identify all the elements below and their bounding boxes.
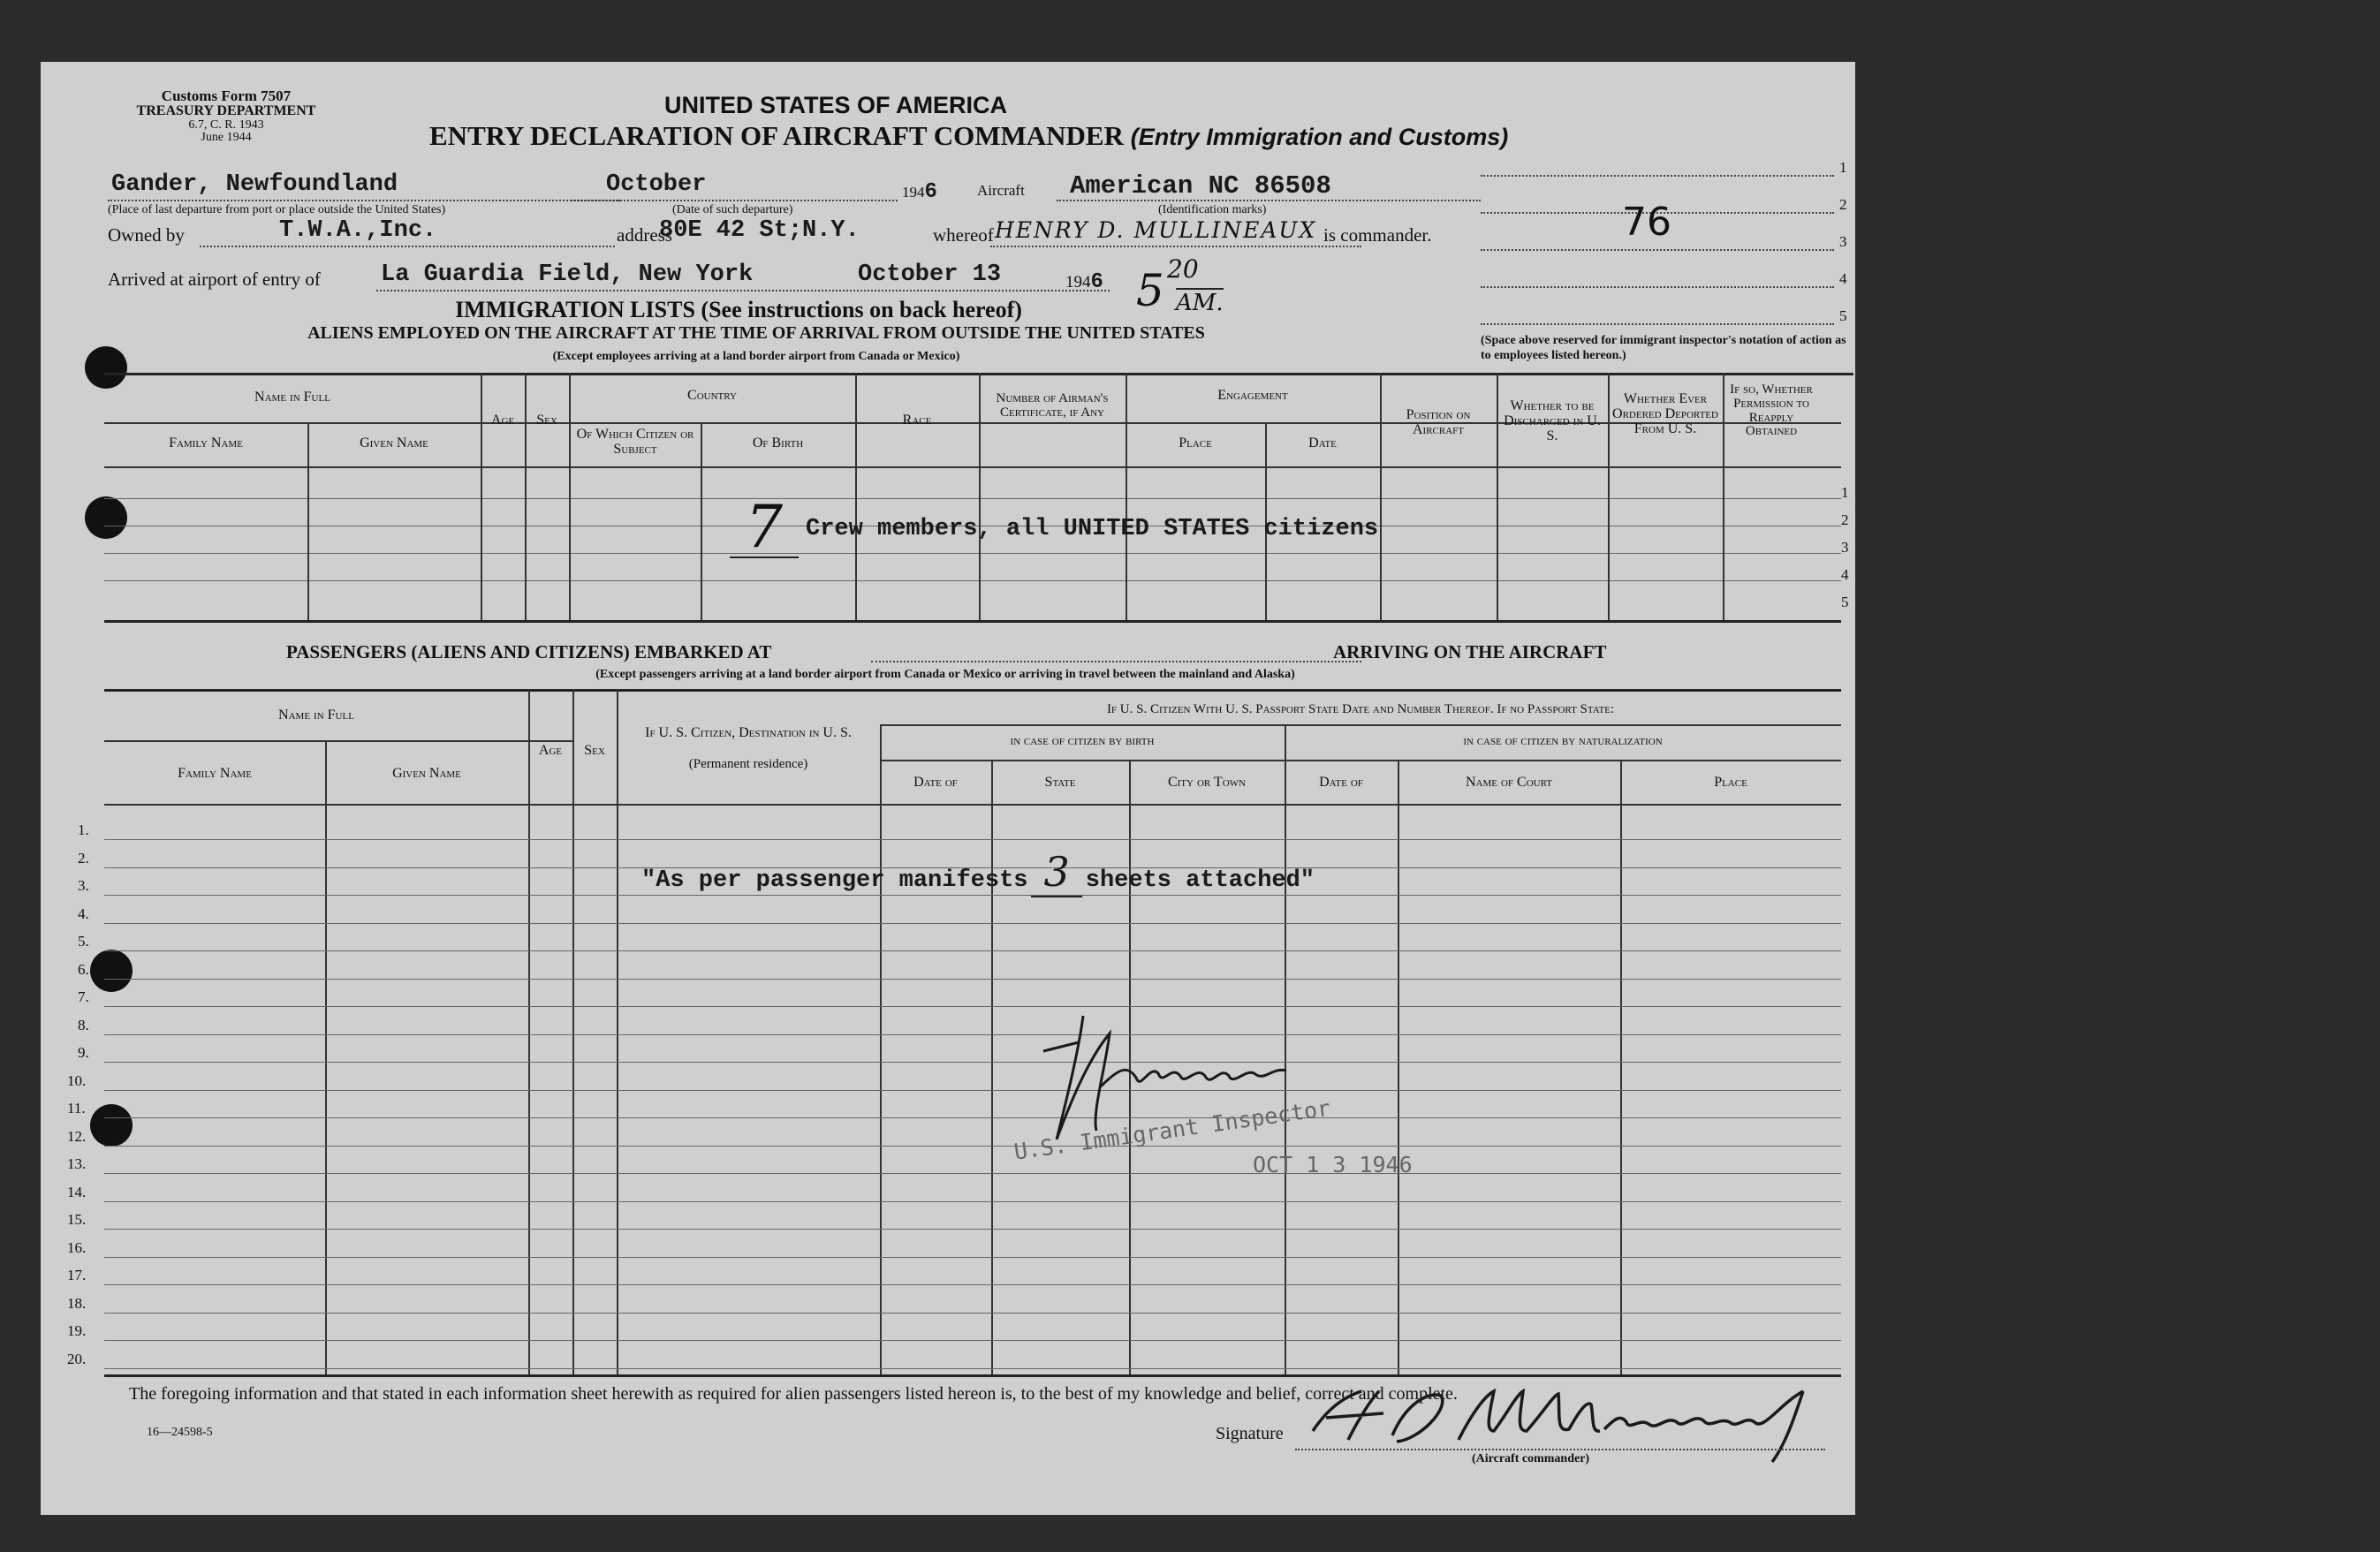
form-number: Customs Form 7507 [161, 87, 292, 104]
pass-header-destination: If U. S. Citizen, Destination in U. S. [645, 725, 852, 740]
imm-header-airman: Number of Airman's Certificate, if Any [996, 391, 1109, 420]
imm-header-race: Race [902, 413, 932, 428]
departure-year: 1946 [902, 180, 937, 204]
arrival-time-hour: 5 [1136, 265, 1164, 316]
departure-date-caption: (Date of such departure) [672, 203, 793, 216]
reserved-line-number: 5 [1839, 307, 1847, 324]
reserved-line-number: 3 [1839, 233, 1847, 250]
immigration-title: IMMIGRATION LISTS (See instructions on back hereof) [455, 297, 1022, 322]
regulation: 6.7, C. R. 1943 [188, 117, 264, 132]
passenger-row-number: 3. [78, 877, 89, 894]
owner-address: 80E 42 St;N.Y. [659, 217, 860, 244]
signature-label: Signature [1216, 1424, 1284, 1443]
passenger-row [104, 923, 1841, 924]
pass-header-place: Place [1714, 775, 1747, 790]
pass-header-by-naturalization: in case of citizen by naturalization [1463, 734, 1663, 748]
reserved-line-number: 4 [1839, 270, 1847, 287]
punch-hole [90, 1104, 133, 1147]
commander-suffix: is commander. [1323, 224, 1432, 246]
departure-place: Gander, Newfoundland [111, 171, 398, 198]
passenger-row [104, 1006, 1841, 1007]
imm-row-number: 1 [1841, 484, 1849, 501]
passenger-row-number: 6. [78, 960, 89, 978]
owner-name: T.W.A.,Inc. [279, 217, 437, 244]
passenger-row [104, 1090, 1841, 1091]
departure-date: October [606, 171, 707, 198]
imm-header-deported: Whether Ever Ordered Deported From U. S. [1612, 391, 1718, 436]
punch-hole [90, 950, 133, 992]
passenger-row-number: 8. [78, 1016, 89, 1033]
imm-header-date: Date [1308, 435, 1337, 450]
passenger-row [104, 979, 1841, 980]
punch-hole [85, 346, 127, 389]
passenger-row-number: 4. [78, 905, 89, 922]
imm-row-number: 5 [1841, 594, 1849, 610]
signature-caption: (Aircraft commander) [1472, 1452, 1590, 1465]
imm-header-position: Position on Aircraft [1406, 407, 1471, 437]
passenger-row-number: 17. [67, 1267, 87, 1283]
passenger-row-number: 18. [67, 1294, 87, 1312]
pass-header-city: City or Town [1167, 775, 1247, 790]
passenger-row [104, 1368, 1841, 1369]
passenger-row-number: 1. [78, 821, 89, 838]
reserved-line-number: 2 [1839, 196, 1847, 213]
punch-hole [85, 496, 127, 539]
imm-header-country: Country [687, 388, 737, 403]
passenger-row [104, 1313, 1841, 1314]
inspector-stamp-date: OCT 1 3 1946 [1253, 1152, 1413, 1177]
imm-row-number: 3 [1841, 539, 1849, 556]
imm-header-given: Given Name [360, 435, 428, 450]
pass-header-state: State [1044, 775, 1076, 790]
whereof-label: whereof [933, 224, 994, 246]
passenger-row-number: 2. [78, 849, 89, 867]
passenger-row [104, 1201, 1841, 1202]
passengers-note: (Except passengers arriving at a land border airport from Canada or Mexico or arriving in travel between the mainland and Alaska) [595, 668, 1295, 681]
passenger-row [104, 1034, 1841, 1035]
pass-header-passport: If U. S. Citizen With U. S. Passport State Date and Number Thereof. If no Passport State: [1106, 702, 1615, 716]
reserved-line-number: 1 [1839, 159, 1847, 176]
certification-text: The foregoing information and that stated in each information sheet herewith as required for alien passengers listed hereon is, to the best of my knowledge and belief, correct and complete. [129, 1384, 1458, 1404]
crew-count: 7 [730, 498, 799, 558]
form-id-block [94, 88, 359, 145]
passenger-row-number: 19. [67, 1322, 87, 1339]
form-code: 16—24598-5 [147, 1426, 213, 1439]
passenger-row-number: 10. [67, 1071, 87, 1089]
title-sub: (Entry Immigration and Customs) [1130, 124, 1509, 150]
passenger-row [104, 1229, 1841, 1230]
pass-header-date-of-2: Date of [1319, 775, 1363, 790]
passengers-title: PASSENGERS (ALIENS AND CITIZENS) EMBARKED AT [286, 641, 772, 662]
imm-row-number: 2 [1841, 511, 1849, 528]
imm-header-age: Age [490, 413, 515, 428]
imm-row-number: 4 [1841, 566, 1849, 583]
address-label: address [617, 224, 672, 246]
imm-header-sex: Sex [536, 413, 557, 428]
pass-header-sex: Sex [584, 743, 605, 758]
aircraft-id: American NC 86508 [1070, 171, 1331, 201]
imm-header-place: Place [1179, 435, 1212, 450]
passenger-row-number: 7. [78, 988, 89, 1005]
pass-header-by-birth: in case of citizen by birth [1010, 734, 1155, 748]
inspector-entry-number: 76 [1622, 200, 1671, 245]
imm-header-birth: Of Birth [752, 435, 804, 450]
passenger-row [104, 1062, 1841, 1063]
pass-header-destination-sub: (Permanent residence) [688, 757, 808, 771]
form-date: June 1944 [201, 131, 252, 145]
passenger-row [104, 1117, 1841, 1118]
immigration-subtitle: ALIENS EMPLOYED ON THE AIRCRAFT AT THE TIME OF ARRIVAL FROM OUTSIDE THE UNITED STATES [307, 323, 1205, 343]
passenger-row-number: 15. [67, 1211, 87, 1228]
passenger-row-number: 14. [67, 1183, 87, 1200]
arrival-time-minutes: 20 [1167, 254, 1199, 284]
inspector-stamp-title: U.S. Immigrant Inspector [1012, 1094, 1332, 1165]
pass-header-date-of: Date of [913, 775, 958, 790]
arrival-label: Arrived at airport of entry of [108, 269, 321, 290]
passenger-row-number: 9. [78, 1044, 89, 1061]
commander-name: HENRY D. MULLINEAUX [995, 217, 1317, 243]
entry-declaration-form [41, 62, 1855, 1515]
departure-place-caption: (Place of last departure from port or place outside the United States) [108, 203, 446, 216]
pass-header-given: Given Name [392, 766, 461, 781]
passenger-row-number: 20. [67, 1350, 87, 1367]
passenger-row-number: 11. [67, 1100, 86, 1117]
imm-header-family: Family Name [169, 435, 243, 450]
arrival-time-ampm: AM. [1176, 290, 1224, 316]
manifest-sheet-count: 3 [1031, 848, 1081, 897]
aircraft-caption: (Identification marks) [1158, 203, 1267, 216]
passengers-title-right: ARRIVING ON THE AIRCRAFT [1333, 641, 1607, 662]
crew-entry: Crew members, all UNITED STATES citizens [806, 516, 1379, 542]
passenger-row [104, 950, 1841, 951]
manifest-entry: "As per passenger manifests 3 sheets attached" [641, 848, 1315, 896]
pass-header-family: Family Name [178, 766, 252, 781]
arrival-date: October 13 [858, 261, 1002, 288]
title-main: ENTRY DECLARATION OF AIRCRAFT COMMANDER [429, 120, 1124, 151]
passenger-row-number: 13. [67, 1155, 87, 1172]
title-country: UNITED STATES OF AMERICA [664, 92, 1007, 118]
pass-header-age: Age [538, 743, 563, 758]
department: TREASURY DEPARTMENT [136, 102, 316, 118]
page-title [429, 120, 1508, 152]
imm-header-permission: If so, Whether Permission to Reapply Obtained [1730, 382, 1813, 439]
immigration-note: (Except employees arriving at a land border airport from Canada or Mexico) [552, 350, 960, 363]
imm-header-engagement: Engagement [1217, 388, 1288, 403]
imm-header-name: Name in Full [254, 390, 330, 405]
arrival-airport: La Guardia Field, New York [381, 261, 754, 288]
passenger-row-number: 5. [78, 933, 89, 950]
passenger-row [104, 1173, 1841, 1174]
passenger-row [104, 1257, 1841, 1258]
passenger-row [104, 839, 1841, 840]
arrival-year: 1946 [1065, 270, 1103, 294]
pass-header-court: Name of Court [1465, 775, 1552, 790]
imm-header-discharged: Whether to be Discharged in U. S. [1504, 398, 1601, 443]
passenger-row [104, 1146, 1841, 1147]
reserved-space-note: (Space above reserved for immigrant inspector's notation of action as to employees listed hereon.) [1481, 334, 1846, 362]
pass-header-name: Name in Full [278, 708, 354, 723]
passenger-row-number: 12. [67, 1127, 87, 1145]
owner-label: Owned by [108, 224, 185, 246]
imm-header-citizen: Of Which Citizen or Subject [576, 427, 694, 457]
passenger-row [104, 1284, 1841, 1285]
aircraft-label: Aircraft [977, 182, 1025, 199]
passenger-row-number: 16. [67, 1238, 87, 1256]
passenger-row [104, 1340, 1841, 1341]
